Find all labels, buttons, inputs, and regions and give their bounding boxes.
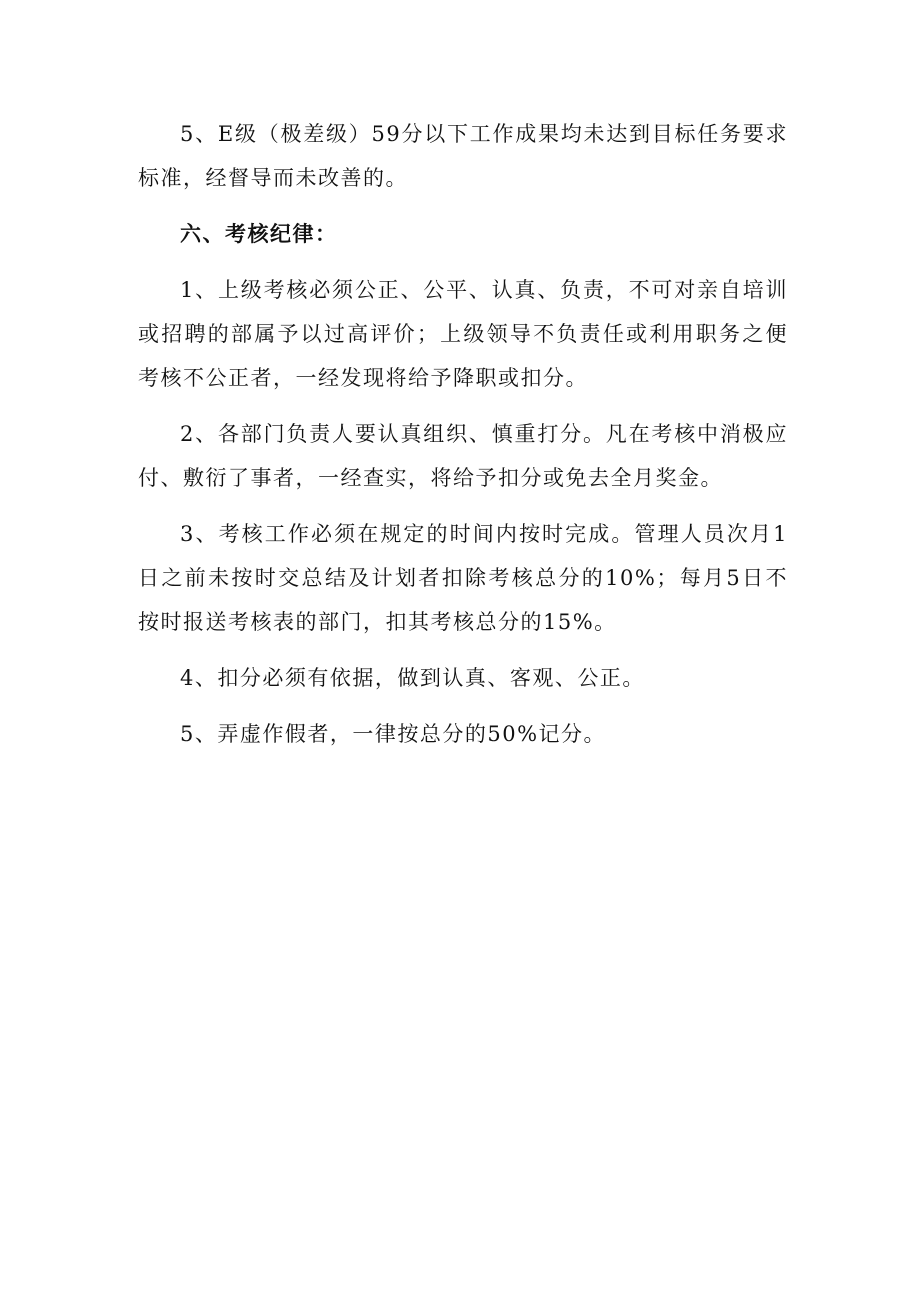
paragraph-grade-e: 5、E级（极差级）59分以下工作成果均未达到目标任务要求标准，经督导而未改善的。 — [138, 122, 788, 190]
paragraph-rule-3: 3、考核工作必须在规定的时间内按时完成。管理人员次月1日之前未按时交总结及计划者扣除考核总分的10%；每月5日不按时报送考核表的部门，扣其考核总分的15%。 — [138, 522, 788, 634]
paragraph-rule-5: 5、弄虚作假者，一律按总分的50%记分。 — [180, 722, 607, 746]
section-heading-assessment-discipline: 六、考核纪律： — [180, 222, 338, 246]
paragraph-rule-4: 4、扣分必须有依据，做到认真、客观、公正。 — [180, 666, 645, 690]
document-body — [138, 112, 788, 768]
paragraph-rule-2: 2、各部门负责人要认真组织、慎重打分。凡在考核中消极应付、敷衍了事者，一经查实，将给予扣分或免去全月奖金。 — [138, 422, 788, 490]
paragraph-rule-1: 1、上级考核必须公正、公平、认真、负责，不可对亲自培训或招聘的部属予以过高评价；上级领导不负责任或利用职务之便考核不公正者，一经发现将给予降职或扣分。 — [138, 278, 788, 390]
